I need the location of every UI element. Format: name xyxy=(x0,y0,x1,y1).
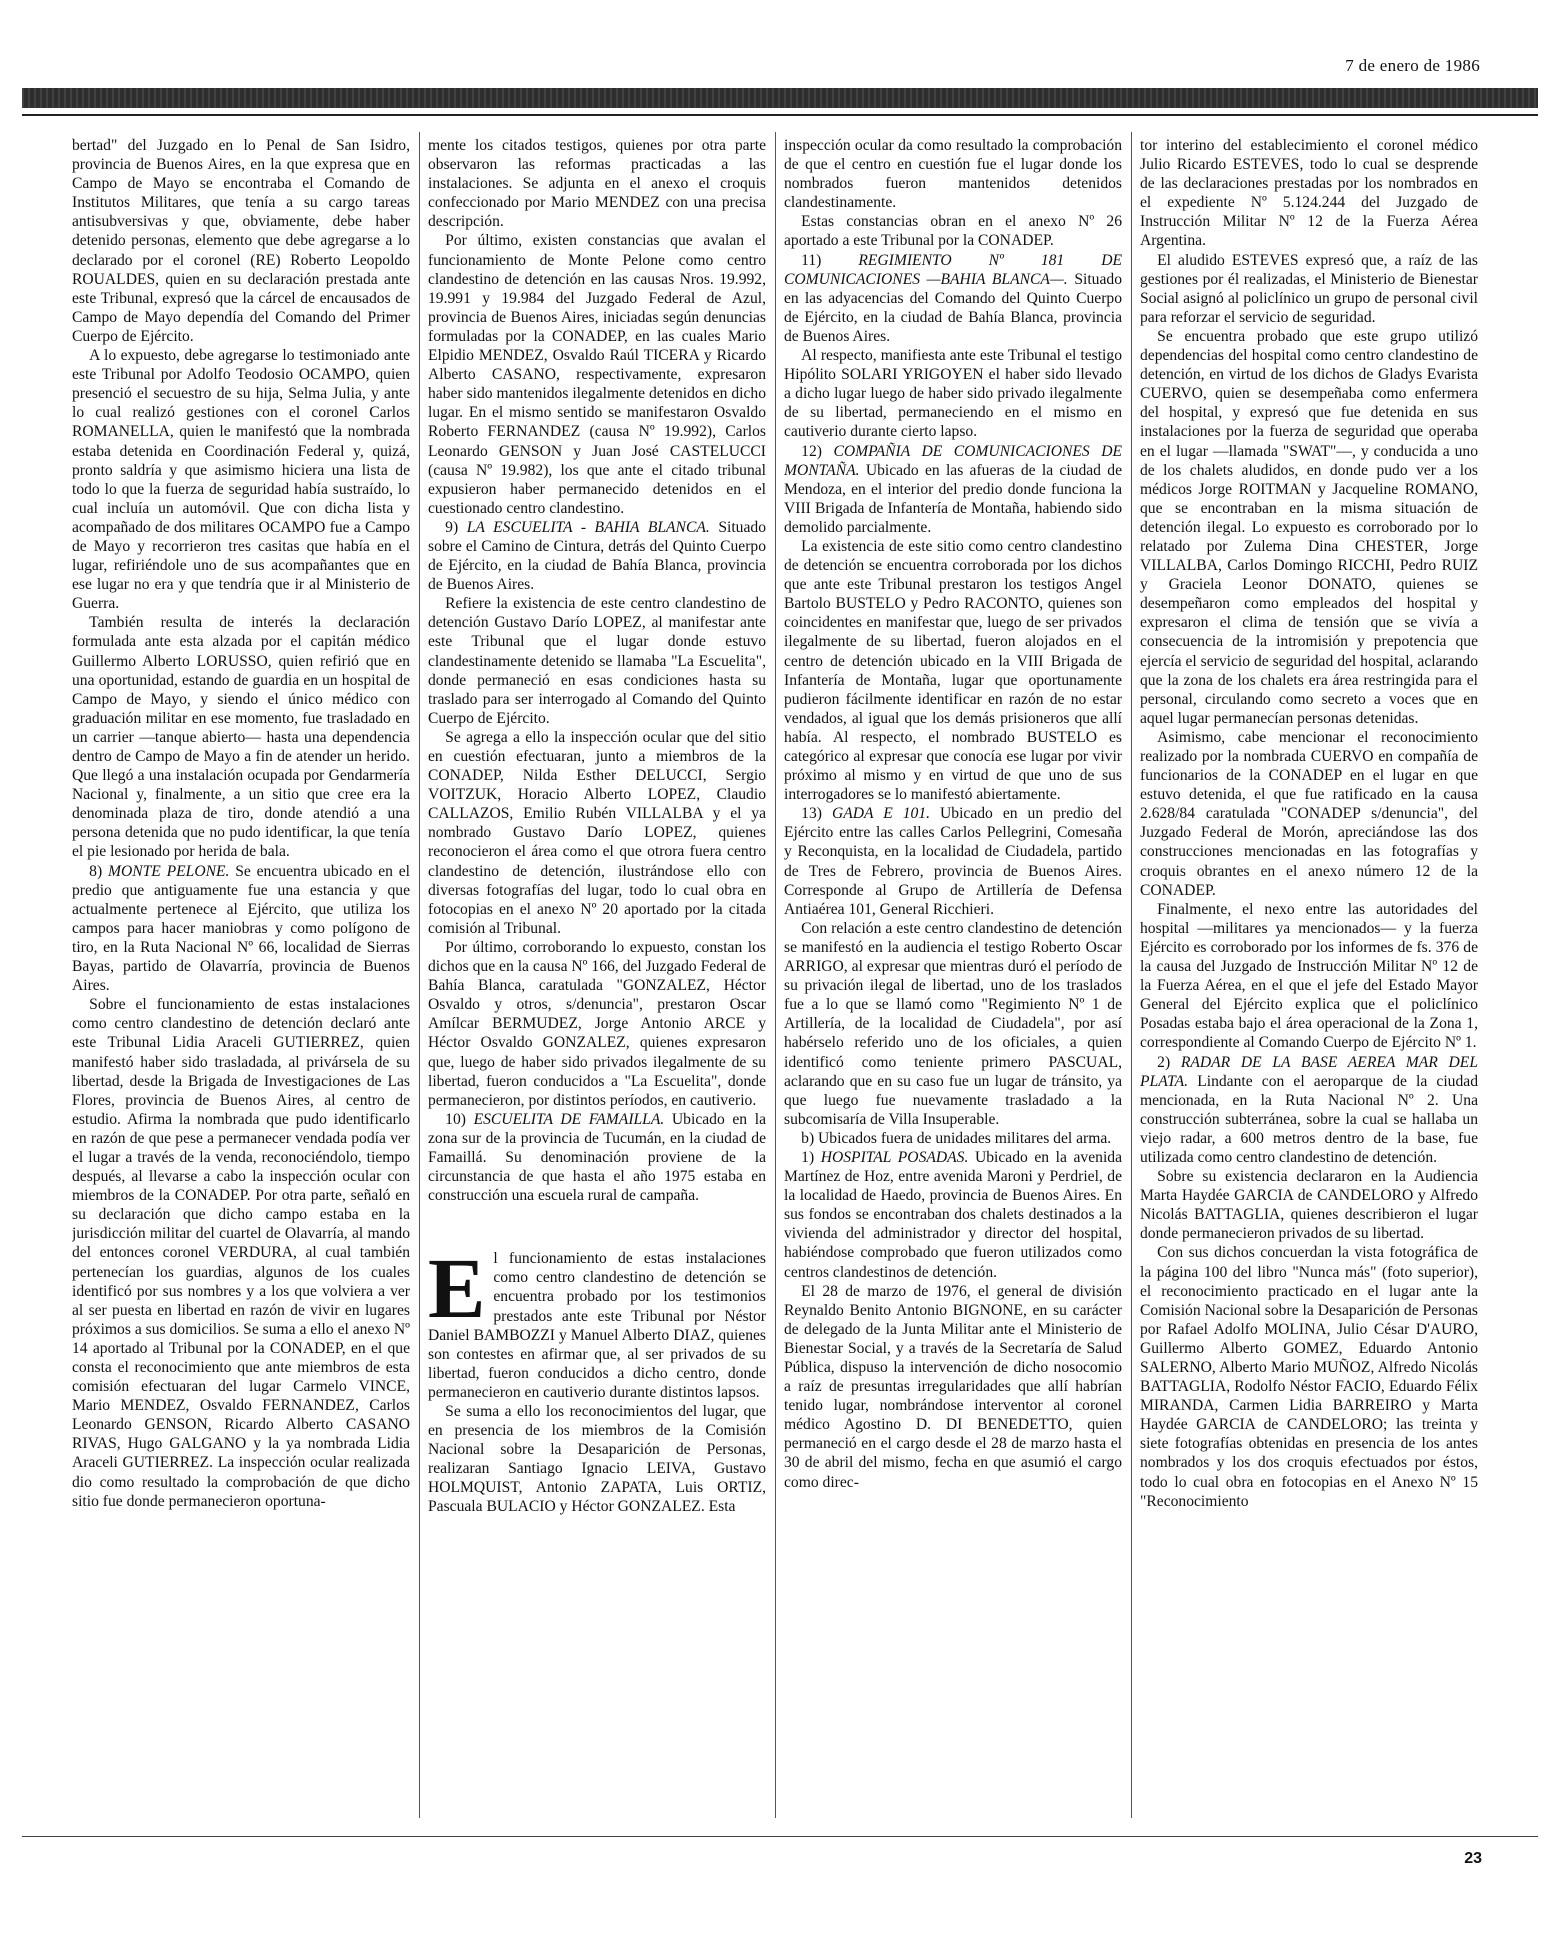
header-band xyxy=(22,88,1538,108)
section-heading: GADA E 101. xyxy=(831,805,931,823)
article-body xyxy=(72,136,1522,1826)
section-paragraph xyxy=(784,442,1122,537)
paragraph: inspección ocular da como resultado la comprobación de que el centro en cuestión fue el lugar donde los nombrados fueron mantenidos detenidos clandestinamente. xyxy=(784,137,1122,212)
text-column-2 xyxy=(428,136,766,1826)
paragraph: Con relación a este centro clandestino de detención se manifestó en la audiencia el testigo Roberto Oscar ARRIGO, al expresar que mientras duró el período de su privación ilegal de libertad, uno de los traslados fue a lo que se llamó como "Regimiento Nº 1 de Artillería, de la localidad de Ciudadela", por así habérselo referido uno de los oficiales, a quien identificó como teniente primero PASCUAL, aclarando que en su caso fue un lugar de tránsito, ya que luego fue nuevamente trasladado a la subcomisaría de Villa Insuperable. xyxy=(784,919,1122,1128)
paragraph: Se agrega a ello la inspección ocular que del sitio en cuestión efectuaran, junto a miembros de la CONADEP, Nilda Esther DELUCCI, Sergio VOITZUK, Horacio Alberto LOPEZ, Claudio CALLAZOS, Emilio Rubén VILLALBA y el ya nombrado Gustavo Darío LOPEZ, quienes reconocieron el área como el que otrora fuera centro clandestino de detención, ilustrándose ello con diversas fotografías del lugar, todo lo cual obra en fotocopias en el anexo Nº 20 aportado por la citada comisión al Tribunal. xyxy=(428,728,766,937)
dropcap-paragraph xyxy=(428,1240,766,1402)
drop-cap: E xyxy=(428,1240,486,1337)
paragraph: Por último, corroborando lo expuesto, constan los dichos que en la causa Nº 166, del Juzgado Federal de Bahía Blanca, caratulada "GONZALEZ, Héctor Osvaldo y otros, s/denuncia", prestaron Oscar Amílcar BERMUDEZ, Jorge Antonio ARCE y Héctor Osvaldo GONZALEZ, quienes expresaron que, luego de haber sido privados ilegalmente de su libertad, fueron conducidos a "La Escuelita", donde permanecieron, por distintos períodos, en cautiverio. xyxy=(428,938,766,1109)
section-text: Lindante con el aeroparque de la ciudad mencionada, en la Ruta Nacional Nº 2. Una construcción subterránea, sobre la cual se hallaba un viejo radar, a 600 metros dentro de la base, fue utilizada como centro clandestino de detención. xyxy=(1140,1072,1478,1166)
paragraph: Sobre el funcionamiento de estas instalaciones como centro clandestino de detención declaró ante este Tribunal Lidia Araceli GUTIERREZ, quien manifestó haber sido trasladada, al privársela de su libertad, desde la Brigada de Investigaciones de Las Flores, provincia de Buenos Aires, al centro de estudio. Afirma la nombrada que pudo identificarlo en razón de que pese a permanecer vendada podía ver el lugar a través de la venda, reconociéndolo, tiempo después, al llevarse a cabo la inspección ocular con miembros de la CONADEP. Por otra parte, señaló en su declaración que dicho campo estaba en la jurisdicción militar del cuartel de Olavarría, al mando del entonces coronel VERDURA, al cual también pertenecían los guardias, algunos de los cuales identificó por sus nombres y a los que volviera a ver al ser puesta en libertad en razón de vivir en lugares próximos a sus domicilios. Se suma a ello el anexo Nº 14 aportado al Tribunal por la CONADEP, en el que consta el reconocimiento que ante miembros de esta comisión efectuaran del lugar Carmelo VINCE, Mario MENDEZ, Osvaldo FERNANDEZ, Carlos Leonardo GENSON, Ricardo Alberto CASANO RIVAS, Hugo GALGANO y la ya nombrada Lidia Araceli GUTIERREZ. La inspección ocular realizada dio como resultado la comprobación de que dicho sitio fue donde permanecieron oportuna- xyxy=(72,996,410,1510)
section-number: 10) xyxy=(445,1110,474,1128)
paragraph: El 28 de marzo de 1976, el general de división Reynaldo Benito Antonio BIGNONE, en su carácter de delegado de la Junta Militar ante el Ministerio de Bienestar Social, y a través de la Secretaría de Salud Pública, dispuso la intervención de dicho nosocomio a raíz de presuntas irregularidades que allí habrían tenido lugar, nombrándose interventor al coronel médico Agostino D. DI BENEDETTO, quien permaneció en el cargo desde el 28 de marzo hasta el 30 de abril del mismo, fecha en que asumió el cargo como direc- xyxy=(784,1282,1122,1491)
section-number: 13) xyxy=(801,805,832,823)
header-rule xyxy=(22,114,1538,116)
paragraph: Finalmente, el nexo entre las autoridades del hospital —militares ya mencionados— y la fuerza Ejército es corroborado por los informes de fs. 376 de la causa del Juzgado de Instrucción Militar Nº 12 de la Fuerza Aérea, en el que el jefe del Estado Mayor General del Ejército explica que el policlínico Posadas estaba bajo el área operacional de la Zona 1, correspondiente al Comando Cuerpo de Ejército Nº 1. xyxy=(1140,900,1478,1052)
section-text: Ubicado en un predio del Ejército entre las calles Carlos Pellegrini, Comesaña y Reconquista, en la localidad de Ciudadela, partido de Tres de Febrero, provincia de Buenos Aires. Corresponde al Grupo de Artillería de Defensa Antiaérea 101, General Ricchieri. xyxy=(784,805,1122,918)
paragraph: tor interino del establecimiento el coronel médico Julio Ricardo ESTEVES, todo lo cual se desprende de las declaraciones prestadas por los nombrados en el expediente Nº 5.124.244 del Juzgado de Instrucción Militar Nº 12 de la Fuerza Aérea Argentina. xyxy=(1140,137,1478,250)
section-number: 2) xyxy=(1157,1053,1181,1071)
section-number: 11) xyxy=(801,251,859,269)
section-heading: LA ESCUELITA - BAHIA BLANCA. xyxy=(466,518,710,536)
paragraph: b) Ubicados fuera de unidades militares del arma. xyxy=(801,1129,1112,1147)
section-text: Ubicado en las afueras de la ciudad de Mendoza, en el interior del predio donde funciona la VIII Brigada de Infantería de Montaña, habiendo sido demolido parcialmente. xyxy=(784,461,1122,536)
section-number: 1) xyxy=(801,1148,821,1166)
section-paragraph xyxy=(784,251,1122,346)
page-number: 23 xyxy=(1464,1850,1482,1867)
text-column-4 xyxy=(1140,136,1478,1826)
section-text: Situado sobre el Camino de Cintura, detrás del Quinto Cuerpo de Ejército, en la ciudad de Bahía Blanca, provincia de Buenos Aires. xyxy=(428,518,766,594)
paragraph: Con sus dichos concuerdan la vista fotográfica de la página 100 del libro "Nunca más" (foto superior), el reconocimiento practicado en el lugar ante la Comisión Nacional sobre la Desaparición de Personas por Rafael Adolfo MOLINA, Julio César D'AURO, Guillermo Alberto GOMEZ, Eduardo Antonio SALERNO, Alberto Mario MUÑOZ, Alfredo Nicolás BATTAGLIA, Rodolfo Néstor FACIO, Eduardo Félix MIRANDA, Carmen Lidia BARREIRO y Marta Haydée GARCIA de CANDELORO; las treinta y siete fotografías obtenidas en presencia de los antes nombrados y los dos croquis efectuados por éstos, todo lo cual obra en fotocopias en el Anexo Nº 15 "Reconocimiento xyxy=(1140,1244,1478,1510)
paragraph: La existencia de este sitio como centro clandestino de detención se encuentra corroborada por los dichos que ante este Tribunal prestaron los testigos Angel Bartolo BUSTELO y Pedro RACONTO, quienes son coincidentes en manifestar que, luego de ser privados ilegalmente de su libertad, fueron alojados en el centro de detención ubicado en la VIII Brigada de Infantería de Montaña, lugar que oportunamente pudieron fácilmente identificar en razón de no estar vendados, al igual que los demás prisioneros que allí había. Al respecto, el nombrado BUSTELO es categórico al expresar que conocía ese lugar por vivir próximo al mismo y en virtud de que uno de sus interrogadores se lo manifestó abiertamente. xyxy=(784,537,1122,804)
paragraph: Asimismo, cabe mencionar el reconocimiento realizado por la nombrada CUERVO en compañía de funcionarios de la CONADEP en el lugar en que estuvo detenida, el que fue ratificado en la causa 2.628/84 caratulada "CONADEP s/denuncia", del Juzgado Federal de Morón, apreciándose las dos construcciones mencionadas en las fotografías y croquis obrantes en el anexo número 12 de la CONADEP. xyxy=(1140,728,1478,899)
paragraph: También resulta de interés la declaración formulada ante esta alzada por el capitán médico Guillermo Alberto LORUSSO, quien refirió que en una oportunidad, estando de guardia en un hospital de Campo de Mayo, y siendo el único médico con graduación militar en ese momento, fue trasladado en un carrier —tanque abierto— hasta una dependencia dentro de Campo de Mayo a fin de atender un herido. Que llegó a una instalación ocupada por Gendarmería Nacional y, finalmente, a un sitio que cree era la denominada plaza de tiro, donde atendió a una persona detenida que no pudo identificar, la que tenía el pie lesionado por herida de bala. xyxy=(72,614,410,861)
section-text: Situado en las adyacencias del Comando del Quinto Cuerpo de Ejército, en la ciudad de Bahía Blanca, provincia de Buenos Aires. xyxy=(784,270,1122,345)
text-column-3 xyxy=(784,136,1122,1826)
section-heading: HOSPITAL POSADAS. xyxy=(820,1148,969,1166)
section-paragraph xyxy=(428,518,766,594)
paragraph: Refiere la existencia de este centro clandestino de detención Gustavo Darío LOPEZ, al manifestar ante este Tribunal que el lugar donde estuvo clandestinamente detenido se llamaba "La Escuelita", donde permaneció en esas condiciones hasta su traslado para ser interrogado al Comando del Quinto Cuerpo de Ejército. xyxy=(428,595,766,727)
section-text: Se encuentra ubicado en el predio que antiguamente fue una estancia y que actualmente pertenece al Ejército, que utiliza los campos para hacer maniobras y como polígono de tiro, en la Ruta Nacional Nº 66, localidad de Sierras Bayas, partido de Olavarría, provincia de Buenos Aires. xyxy=(72,862,410,995)
section-text: Ubicado en la avenida Martínez de Hoz, entre avenida Maroni y Perdriel, de la localidad de Haedo, provincia de Buenos Aires. En sus fondos se encontraban dos chalets destinados a la vivienda del administrador y director del hospital, habiéndose comprobado que fueron utilizados como centros clandestinos de detención. xyxy=(784,1148,1122,1281)
paragraph: bertad" del Juzgado en lo Penal de San Isidro, provincia de Buenos Aires, en la que expresa que en Campo de Mayo se encontraba el Comando de Institutos Militares, que tenía a su cargo tareas antisubversivas y que, obviamente, debe haber detenido personas, elemento que debe agregarse a lo declarado por el coronel (RE) Roberto Leopoldo ROUALDES, quien en su declaración prestada ante este Tribunal, expresó que la cárcel de encausados de Campo de Mayo dependía del Comando del Primer Cuerpo de Ejército. xyxy=(72,137,410,345)
issue-date: 7 de enero de 1986 xyxy=(1345,56,1480,75)
footer-rule xyxy=(22,1836,1538,1837)
paragraph: A lo expuesto, debe agregarse lo testimoniado ante este Tribunal por Adolfo Teodosio OCAMPO, quien presenció el secuestro de su hija, Selma Julia, y ante lo cual realizó gestiones con el coronel Carlos ROMANELLA, quien le manifestó que la nombrada estaba detenida en Coordinación Federal y, quizá, pronto saldría y que asimismo hiciera una lista de todo lo que la fuerza de seguridad había sustraído, lo cual incluía un automóvil. Que con dicha lista y acompañado de dos militares OCAMPO fue a Campo de Mayo y recorrieron tres casitas que había en el lugar, refiriéndole uno de sus acompañantes que en ese lugar no era y que tendría que ir al Ministerio de Guerra. xyxy=(72,347,410,613)
paragraph: Se suma a ello los reconocimientos del lugar, que en presencia de los miembros de la Comisión Nacional sobre la Desaparición de Personas, realizaran Santiago Ignacio LEIVA, Gustavo HOLMQUIST, Antonio ZAPATA, Luis ORTIZ, Pascuala BULACIO y Héctor GONZALEZ. Esta xyxy=(428,1403,766,1516)
paragraph: Se encuentra probado que este grupo utilizó dependencias del hospital como centro clandestino de detención, en virtud de los dichos de Gladys Evarista CUERVO, quien se desempeñaba como enfermera del hospital, y expresó que fue detenida en sus instalaciones por la fuerza de seguridad que operaba en el lugar —llamada "SWAT"—, y conducida a uno de los chalets aludidos, en donde pudo ver a los médicos Jorge ROITMAN y Jacqueline ROMANO, que se encontraban en la misma situación de detención ilegal. Lo expuesto es corroborado por lo relatado por Zulema Dina CHESTER, Jorge VILLALBA, Carlos Domingo RICCHI, Pedro RUIZ y Graciela Leonor DONATO, quienes se desempeñaron como empleados del hospital y expresaron el clima de tensión que se vivía a consecuencia de la intromisión y prepotencia que ejercía el servicio de seguridad del hospital, aclarando que la zona de los chalets era área restringida para el personal, circulando como secreto a voces que en aquel lugar permanecían personas detenidas. xyxy=(1140,327,1478,727)
section-heading: RADAR DE LA BASE AEREA MAR DEL PLATA. xyxy=(1140,1053,1478,1090)
paragraph-text: l funcionamiento de estas instalaciones como centro clandestino de detención se encuentra probado por los testimonios prestados ante este Tribunal por Néstor Daniel BAMBOZZI y Manuel Alberto DIAZ, quienes son contestes en afirmar que, al ser privados de su libertad, fueron conducidos a dicho centro, donde permanecieron en cautiverio durante distintos lapsos. xyxy=(428,1250,766,1401)
section-heading: ESCUELITA DE FAMAILLA. xyxy=(473,1110,665,1128)
section-number: 12) xyxy=(801,442,834,460)
section-text: Ubicado en la zona sur de la provincia de Tucumán, en la ciudad de Famaillá. Su denominación proviene de la circunstancia de que hasta el año 1975 estaba en construcción una escuela rural de campaña. xyxy=(428,1110,766,1205)
section-number: 8) xyxy=(89,862,108,880)
section-heading: REGIMIENTO Nº 181 DE COMUNICACIONES —BAHIA BLANCA—. xyxy=(784,251,1122,288)
paragraph: mente los citados testigos, quienes por otra parte observaron las reformas practicadas a las instalaciones. Se adjunta en el anexo el croquis confeccionado por Mario MENDEZ con una precisa descripción. xyxy=(428,137,766,231)
section-paragraph xyxy=(1140,1053,1478,1168)
section-paragraph xyxy=(784,1148,1122,1282)
section-paragraph xyxy=(72,862,410,996)
paragraph: Estas constancias obran en el anexo Nº 26 aportado a este Tribunal por la CONADEP. xyxy=(784,213,1122,250)
text-column-1 xyxy=(72,136,410,1826)
paragraph: Sobre su existencia declararon en la Audiencia Marta Haydée GARCIA de CANDELORO y Alfredo Nicolás BATTAGLIA, quienes describieron el lugar donde permanecieron privados de su libertad. xyxy=(1140,1168,1478,1243)
section-heading: COMPAÑIA DE COMUNICACIONES DE MONTAÑA. xyxy=(784,442,1122,479)
paragraph: El aludido ESTEVES expresó que, a raíz de las gestiones por él realizadas, el Ministerio de Bienestar Social asignó al policlínico un grupo de personal civil para reforzar el servicio de seguridad. xyxy=(1140,251,1478,326)
section-number: 9) xyxy=(445,518,467,536)
paragraph: Por último, existen constancias que avalan el funcionamiento de Monte Pelone como centro clandestino de detención en las causas Nros. 19.992, 19.991 y 19.984 del Juzgado Federal de Azul, provincia de Buenos Aires, iniciadas según denuncias formuladas por la CONADEP, en las cuales Mario Elpidio MENDEZ, Osvaldo Raúl TICERA y Ricardo Alberto CASANO, respectivamente, expresaron haber sido mantenidos ilegalmente detenidos en dicho lugar. En el mismo sentido se manifestaron Osvaldo Roberto FERNANDEZ (causa Nº 19.992), Carlos Leonardo GENSON y Juan José CASTELUCCI (causa Nº 19.982), los que ante el citado tribunal expusieron haber permanecido detenidos en el cuestionado centro clandestino. xyxy=(428,232,766,517)
section-heading: MONTE PELONE. xyxy=(107,862,230,880)
section-paragraph xyxy=(428,1110,766,1205)
section-paragraph xyxy=(784,804,1122,919)
paragraph: Al respecto, manifiesta ante este Tribunal el testigo Hipólito SOLARI YRIGOYEN el haber sido llevado a dicho lugar luego de haber sido privado ilegalmente de su libertad, permaneciendo en el mismo en cautiverio durante cierto lapso. xyxy=(784,347,1122,441)
